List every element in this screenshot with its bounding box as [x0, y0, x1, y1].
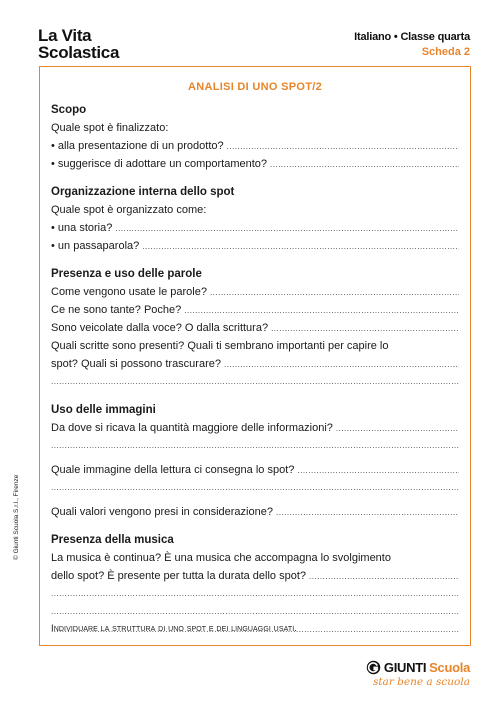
answer-dots	[51, 479, 459, 497]
answer-dots	[51, 373, 459, 391]
answer-dots	[142, 238, 459, 256]
answer-line[interactable]	[51, 237, 459, 255]
question-text: Da dove si ricava la quantità maggiore delle informazioni?	[51, 422, 333, 434]
answer-line[interactable]	[51, 355, 459, 373]
answer-dots	[336, 420, 459, 438]
answer-dots	[309, 568, 459, 586]
answer-line[interactable]	[51, 567, 459, 585]
question-text: La musica è continua? È una musica che accompagna lo svolgimento	[51, 552, 391, 564]
answer-line[interactable]	[51, 137, 459, 155]
question-line	[51, 201, 459, 219]
objective-note	[51, 623, 297, 634]
section-title-scopo: Scopo	[51, 104, 87, 116]
answer-dots	[227, 138, 459, 156]
answer-line[interactable]	[51, 503, 459, 521]
sheet-label: Scheda 2	[421, 46, 470, 58]
answer-dots	[184, 302, 459, 320]
worksheet-frame	[39, 66, 471, 646]
subject-label: Italiano • Classe quarta	[354, 31, 470, 43]
publisher-tagline: star bene a scuola	[372, 676, 470, 688]
worksheet-title: ANALISI DI UNO SPOT/2	[187, 81, 323, 93]
question-text: • suggerisce di adottare un comportamento?	[51, 158, 268, 170]
logo-line-2: Scolastica	[38, 43, 120, 62]
answer-line-blank[interactable]	[51, 373, 459, 391]
section-title-immagini: Uso delle immagini	[51, 404, 156, 416]
question-text: Sono veicolate dalla voce? O dalla scrittura?	[51, 322, 269, 334]
question-text: Quali valori vengono presi in considerazione?	[51, 506, 273, 518]
answer-line-blank[interactable]	[51, 603, 459, 621]
answer-dots	[276, 504, 459, 522]
answer-dots	[271, 320, 459, 338]
publisher-g-icon	[366, 660, 381, 675]
answer-line[interactable]	[51, 319, 459, 337]
answer-dots	[210, 284, 459, 302]
objective-text: Individuare la struttura di uno spot e dei linguaggi usati.	[51, 623, 297, 634]
answer-dots	[51, 603, 459, 621]
question-text: Ce ne sono tante? Poche?	[51, 304, 182, 316]
answer-dots	[51, 437, 459, 455]
publisher-brand	[366, 660, 470, 688]
question-text: Quale spot è organizzato come:	[51, 204, 207, 216]
publisher-sub: Scuola	[429, 660, 470, 675]
question-line	[51, 119, 459, 137]
section-title-musica: Presenza della musica	[51, 534, 174, 546]
logo-line-1: La Vita	[38, 26, 92, 45]
publisher-logo	[366, 660, 470, 675]
answer-line[interactable]	[51, 155, 459, 173]
answer-line[interactable]	[51, 419, 459, 437]
magazine-logo	[38, 27, 119, 61]
worksheet-content	[51, 101, 459, 639]
copyright-notice: © Giunti Scuola S.r.l., Firenze	[13, 474, 20, 560]
question-text: • alla presentazione di un prodotto?	[51, 140, 224, 152]
question-text: Come vengono usate le parole?	[51, 286, 207, 298]
question-line	[51, 549, 459, 567]
question-text: • una storia?	[51, 222, 113, 234]
answer-line-blank[interactable]	[51, 585, 459, 603]
answer-dots	[224, 356, 459, 374]
question-text: spot? Quali si possono trascurare?	[51, 358, 221, 370]
subject-header	[354, 30, 470, 60]
answer-line[interactable]	[51, 283, 459, 301]
publisher-name: GIUNTI	[383, 660, 427, 675]
answer-line[interactable]	[51, 219, 459, 237]
question-text: Quale spot è finalizzato:	[51, 122, 169, 134]
section-title-organizzazione: Organizzazione interna dello spot	[51, 186, 235, 198]
question-text: Quali scritte sono presenti? Quali ti sembrano importanti per capire lo	[51, 340, 389, 352]
answer-dots	[270, 156, 459, 174]
question-text: • un passaparola?	[51, 240, 140, 252]
question-line	[51, 337, 459, 355]
answer-line[interactable]	[51, 301, 459, 319]
answer-line-blank[interactable]	[51, 437, 459, 455]
answer-dots	[115, 220, 459, 238]
question-text: Quale immagine della lettura ci consegna lo spot?	[51, 464, 295, 476]
answer-line[interactable]	[51, 461, 459, 479]
answer-dots	[51, 585, 459, 603]
answer-line-blank[interactable]	[51, 479, 459, 497]
answer-dots	[297, 462, 459, 480]
section-title-parole: Presenza e uso delle parole	[51, 268, 202, 280]
question-text: dello spot? È presente per tutta la durata dello spot?	[51, 570, 307, 582]
